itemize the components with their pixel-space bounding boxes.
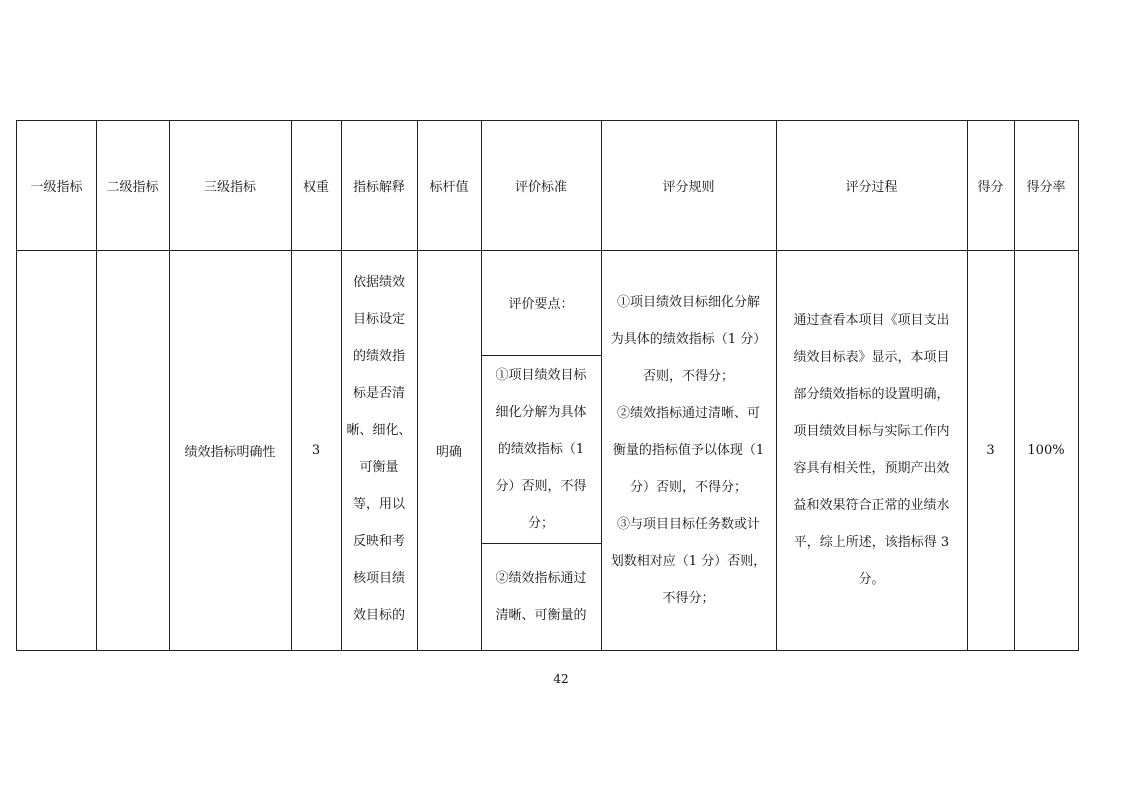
cell-score-rate: 100%	[1027, 442, 1065, 458]
text-line: 可衡量	[359, 460, 399, 475]
text-line: 分）否则，不得	[495, 478, 587, 494]
header-score-rate: 得分率	[1026, 180, 1066, 195]
cell-benchmark: 明确	[435, 444, 462, 460]
text-line: 的绩效指	[352, 349, 405, 364]
header-level1: 一级指标	[30, 180, 83, 195]
cell-level1	[17, 250, 96, 650]
text-line: 益和效果符合正常的业绩水	[793, 498, 950, 513]
header-level2: 二级指标	[106, 180, 159, 195]
cell-rules	[601, 250, 776, 650]
page-number: 42	[553, 672, 569, 686]
text-line: ①项目绩效目标	[495, 367, 587, 383]
text-line: ③与项目目标任务数或计	[616, 516, 760, 532]
text-line: 平，综上所述，该指标得 3	[793, 535, 950, 550]
explanation-text	[346, 264, 411, 634]
cell-weight: 3	[311, 442, 321, 458]
text-line: 分）否则，不得分；	[629, 479, 747, 495]
text-line: 反映和考	[352, 534, 405, 549]
cell-level2	[96, 250, 169, 650]
text-line: 不得分；	[662, 590, 715, 606]
text-line: 通过查看本项目《项目支出	[793, 313, 950, 328]
text-line: 依据绩效	[352, 275, 405, 290]
text-line: 分。	[858, 572, 885, 587]
text-line: 容具有相关性，预期产出效	[793, 461, 950, 476]
text-line: 分；	[527, 515, 554, 531]
header-criteria: 评价标准	[514, 180, 567, 195]
header-level3: 三级指标	[203, 180, 256, 195]
text-line: 目标设定	[352, 312, 405, 327]
text-line: 划数相对应（1 分）否则，	[610, 553, 767, 569]
cell-process	[776, 250, 967, 650]
text-line: 否则，不得分；	[642, 368, 734, 384]
header-rules: 评分规则	[662, 180, 715, 195]
cell-level3: 绩效指标明确性	[184, 444, 276, 460]
header-weight: 权重	[302, 180, 329, 195]
text-line: 的绩效指标（1	[497, 441, 585, 457]
criteria-item1	[481, 355, 601, 543]
text-line: 绩效目标表》显示，本项目	[793, 350, 950, 365]
text-line: ②绩效指标通过	[495, 570, 587, 586]
text-line: 清晰、可衡量的	[495, 607, 587, 623]
header-explanation: 指标解释	[352, 180, 405, 195]
header-score: 得分	[977, 180, 1004, 195]
text-line: 标是否清	[352, 386, 405, 401]
text-line: 衡量的指标值予以体现（1	[612, 442, 765, 458]
text-line: 等，用以	[352, 497, 405, 512]
text-line: 为具体的绩效指标（1 分）	[610, 331, 767, 347]
text-line: ①项目绩效目标细化分解	[616, 294, 760, 310]
text-line: ②绩效指标通过清晰、可	[616, 405, 760, 421]
text-line: 细化分解为具体	[495, 404, 587, 420]
cell-explanation	[341, 264, 417, 634]
text-line: 晰、细化、	[346, 423, 412, 438]
header-benchmark: 标杆值	[429, 180, 469, 195]
text-line: 项目绩效目标与实际工作内	[793, 424, 950, 439]
text-line: 部分绩效指标的设置明确，	[793, 387, 950, 402]
criteria-head: 评价要点：	[508, 297, 574, 312]
text-line: 核项目绩	[352, 571, 405, 586]
cell-score: 3	[986, 442, 995, 458]
criteria-item2	[481, 543, 601, 650]
header-process: 评分过程	[845, 180, 898, 195]
text-line: 效目标的	[352, 608, 405, 623]
evaluation-table	[16, 120, 1079, 651]
